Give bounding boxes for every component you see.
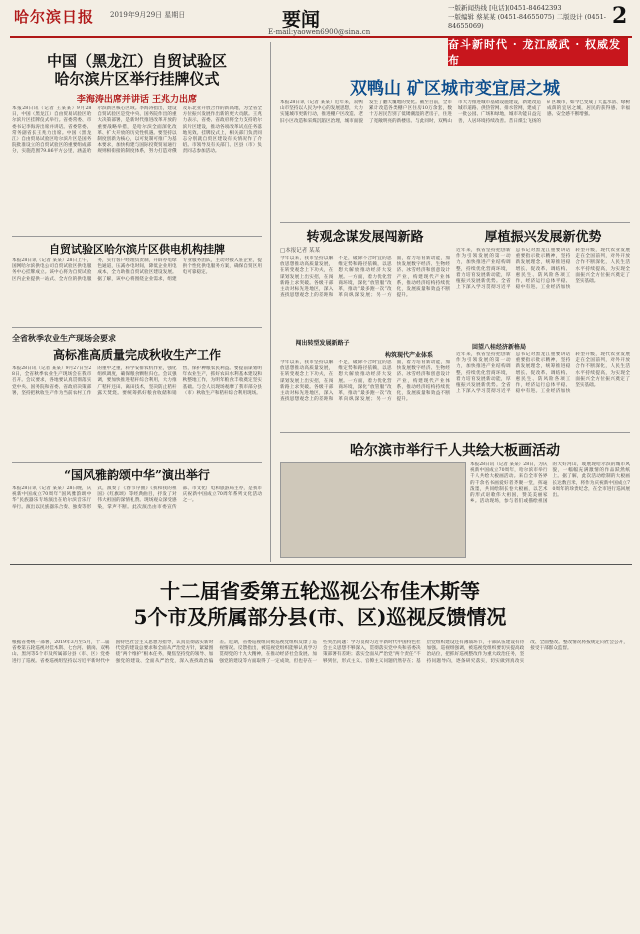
- section-email: E-mail:yaowen6900@sina.cn: [268, 28, 371, 36]
- article-6-subhead-2: 构筑现代产业体系: [384, 352, 433, 359]
- article-8-body: 本报28日讯（记者 某某）28日，为庆祝新中国成立70周年，哈尔滨市举行千人共绘大板画活动。来自全市各界的千余名书画爱好者齐聚一堂，挥毫泼墨，共同绘制长卷大板画，以艺术的形式讴歌伟大祖国，赞美美丽家乡。活动现场，参与者们或描绘祖国的大好河山，或展现哈尔滨的城市风貌，一幅幅充满激情的作品跃然纸上。据了解，此次活动绘制的大板画长达数百米，将作为庆祝新中国成立70周年的珍贵纪念，在全市进行巡回展出。: [470, 462, 630, 505]
- article-3-kicker: 全省秋季农业生产现场会要求: [12, 333, 116, 343]
- campaign-banner: 奋斗新时代 · 龙江威武 · 权威发布: [448, 38, 628, 66]
- contact-line-1: 一版新闻热线 [电话](0451-84642393: [448, 4, 562, 12]
- article-1-headline-line-2: 哈尔滨片区举行挂牌仪式: [54, 70, 220, 88]
- divider: [12, 327, 262, 328]
- divider: [280, 432, 630, 433]
- article-1-subtitle: 李海涛出席并讲话 王兆力出席: [76, 95, 198, 105]
- divider: [280, 222, 630, 223]
- article-6-body-cont: 今年以来，我市坚持以解放思想推动高质量发展，在转变观念上下功夫，在谋划发展上出实招，在闯新路上求突破。各级干部主动对标先进地区，深入查找思想观念上的差距和不足，破除不合时宜的思维定势和路径依赖，以思想大解放推动经济大发展。一方面，着力优化营商环境，深化“放管服”改革，推动“最多跑一次”改革向纵深发展；另一方面，着力培育新动能，加快发展数字经济、生物经济、冰雪经济和创意设计产业，构建现代产业体系，推动经济结构持续优化，发展质量和效益不断提升。: [280, 360, 450, 403]
- article-3-body: 本报28日讯（记者 某某）9月27日至28日，全省秋季农业生产现场会在我市召开。会议要求，各地要认真贯彻落实党中央、国务院和省委、省政府决策部署，坚持把秋收生产作为当前农村工作的重中之重，科学安排农机作业，强化组织调度，确保粮食颗粒归仓。会议强调，要加快推进秸秆综合利用，大力推广秸秆还田、离田技术，坚决防止秸秆露天焚烧。要统筹抓好粮食收储和销售，保护种粮农民利益。要提前谋划明年农业生产，抓好农田水利基本建设和秋整地工作，为明年粮食丰收奠定坚实基础。与会人员现场观摩了我市部分县（市）秋收生产和秸秆综合利用现场。: [12, 366, 262, 396]
- article-9-body: 根据省委统一部署，2019年3月至5月，十二届省委第五轮巡视对佳木斯、七台河、鹤岗、双鸭山、黑河等5个市及所属部分县（市、区）党委进行了巡视。省委巡视组坚持以习近平新时代中国特色社会主义思想为指导，认真贯彻落实新时代党的建设总要求和全面从严治党方针，紧紧围绕“两个维护”根本任务，聚焦坚持党的领导、加强党的建设、全面从严治党，深入查找政治偏差。近期，省委巡视组向被巡视党组织反馈了巡视情况。反馈指出，被巡视党组织能够认真学习贯彻党的十九大精神，在推动经济社会发展、加强党的建设等方面取得了一定成效，但也存在一些突出问题：学习贯彻习近平新时代中国特色社会主义思想不够深入，贯彻落实党中央和省委决策部署有差距；落实全面从严治党“两个责任”不够到位，形式主义、官僚主义问题仍然存在；基层党组织建设还有薄弱环节，干部队伍建设有待加强。巡视组强调，被巡视党组织要切实提高政治站位，把抓好巡视整改作为重大政治任务，坚持问题导向，逐条研究落实，切实做到真改实改、全面整改。整改情况将按规定向社会公开，接受干部群众监督。: [12, 640, 628, 664]
- article-9-headline-line-2: 5个市及所属部分县(市、区)巡视反馈情况: [133, 605, 507, 629]
- article-8-photo: [280, 462, 466, 558]
- divider: [10, 564, 632, 565]
- article-8-headline: 哈尔滨市举行千人共绘大板画活动: [350, 443, 560, 459]
- article-9-headline: [12, 578, 628, 630]
- article-2-body: 本报28日讯（记者 某某）28日上午，国网哈尔滨供电公司自贸试验区供电服务中心挂牌成立。该中心将为自贸试验区内企业提供一站式、全方位的供电服务，实行客户经理负责制，开辟办电绿色通道，压减办电时间，降低企业用电成本，全力助推自贸试验区建设发展。据了解，该中心将围绕企业需求，组建专业服务团队，主动对接入驻企业，提供个性化供电服务方案，确保自贸区用电可靠稳定。: [12, 258, 262, 282]
- article-1-headline: [12, 52, 262, 88]
- contact-line-2: 一版编辑 蔡某某 (0451-84655075) 二版设计 (0451-84655069): [448, 13, 606, 30]
- article-7-body: 近年来，我省坚持把创新作为引领发展的第一动力，加快推进产业结构调整，持续优化营商环境，着力培育发展新动能，厚植振兴发展新优势。全省上下深入学习贯彻习近平总书记对黑龙江重要讲话重要指示批示精神，坚持新发展理念，统筹推进稳增长、促改革、调结构、惠民生、防风险各项工作，经济运行总体平稳、稳中有进。工业经济加快转型升级，现代农业发展走在全国前列，对外开放合作不断深化，人民生活水平持续提高，为实现全面振兴全方位振兴奠定了坚实基础。: [456, 248, 630, 291]
- article-6-byline: □本报记者 某某: [280, 248, 320, 254]
- article-7-body-cont: 近年来，我省坚持把创新作为引领发展的第一动力，加快推进产业结构调整，持续优化营商环境，着力培育发展新动能，厚植振兴发展新优势。全省上下深入学习贯彻习近平总书记对黑龙江重要讲话重要指示批示精神，坚持新发展理念，统筹推进稳增长、促改革、调结构、惠民生、防风险各项工作，经济运行总体平稳、稳中有进。工业经济加快转型升级，现代农业发展走在全国前列，对外开放合作不断深化，人民生活水平持续提高，为实现全面振兴全方位振兴奠定了坚实基础。: [456, 352, 630, 395]
- issue-date: 2019年9月29日 星期日: [110, 11, 186, 19]
- article-7-headline: 厚植振兴发展新优势: [484, 230, 602, 245]
- article-5-headline: 双鸭山 矿区城市变宜居之城: [350, 79, 560, 99]
- article-4-headline: “国风雅韵颂中华”演出举行: [64, 468, 210, 482]
- article-6-headline: 转观念谋发展闯新路: [306, 230, 424, 245]
- article-6-subhead-1: 闯出转型发展新路子: [295, 340, 350, 347]
- newspaper-logo: 哈尔滨日报: [14, 8, 95, 26]
- article-3-headline: 高标准高质量完成秋收生产工作: [52, 348, 221, 362]
- article-5-body: 本报28日讯（记者 某某）近年来，双鸭山市坚持以人民为中心的发展思想，大力实施城市更新行动，推进棚户区改造、老旧小区改造和采煤沉陷区治理，城市面貌发生了翻天覆地的变化。截至目前，全市累计改造各类棚户区住房10万余套，数十万居民告别了低矮潮湿的老房子，住进了宽敞明亮的新楼房。与此同时，双鸭山市大力推进城市基础设施建设，新建改造城市道路、供热管网、排水管网，建成了一批公园、广场和绿地，城市功能日益完善，人居环境持续改善。昔日煤尘飞扬的矿区城市，如今已变成了天蓝水清、绿树成荫的宜居之城，居民的获得感、幸福感、安全感不断增强。: [280, 100, 630, 124]
- column-divider: [270, 42, 271, 562]
- article-7-subhead-1: 回望八桂经济新格局: [471, 344, 526, 351]
- article-1-body: 本报28日讯（记者 王某某）9月28日，中国（黑龙江）自由贸易试验区哈尔滨片区挂牌仪式举行。省委常委、市委书记李海涛出席并讲话。省委常委、常务副省长王兆力出席。中国（黑龙江）自由贸易试验区哈尔滨片区是国务院批准设立的自贸试验区的重要组成部分，实施范围79.86平方公里，涵盖哈尔滨新区核心区域。李海涛指出，建设自贸试验区是党中央、国务院作出的重大决策部署，是新时代推进改革开放的重要战略举措，是哈尔滨全面深化改革、扩大开放的历史性机遇。要坚持以制度创新为核心，以可复制可推广为基本要求，加快构建与国际投资贸易通行规则相衔接的制度体系，努力打造对俄及东北亚开放合作的新高地，为全省全方位振兴发展作出新的更大贡献。王兆力表示，省委、省政府将全力支持哈尔滨片区建设，推动各项改革试点任务落地见效。挂牌仪式上，相关部门负责同志分别就自贸区建设有关情况作了介绍。市领导及有关部门、区县（市）负责同志参加活动。: [12, 106, 262, 155]
- article-1-headline-line-1: 中国（黑龙江）自贸试验区: [46, 52, 227, 70]
- divider: [12, 236, 262, 237]
- article-9-headline-line-1: 十二届省委第五轮巡视公布佳木斯等: [160, 579, 480, 603]
- article-4-body: 本报28日讯（记者 某某）28日晚，庆祝新中国成立70周年“国风雅韵颂中华”民族器乐专场演出在哈尔滨音乐厅举行。演出以民族器乐合奏、独奏等形式，演奏了《春节序曲》《我和我的祖国》《红旗颂》等经典曲目，抒发了对伟大祖国的深情礼赞。现场观众深受感染，掌声不断。此次演出由市委宣传部、市文化广电和旅游局主办，是我市庆祝新中国成立70周年系列文化活动之一。: [12, 486, 262, 510]
- section-title: 要闻: [282, 9, 321, 31]
- divider: [12, 462, 262, 463]
- page-number: 2: [612, 3, 628, 29]
- article-2-headline: 自贸试验区哈尔滨片区供电机构挂牌: [49, 243, 225, 256]
- article-6-body: 今年以来，我市坚持以解放思想推动高质量发展，在转变观念上下功夫，在谋划发展上出实招，在闯新路上求突破。各级干部主动对标先进地区，深入查找思想观念上的差距和不足，破除不合时宜的思维定势和路径依赖，以思想大解放推动经济大发展。一方面，着力优化营商环境，深化“放管服”改革，推动“最多跑一次”改革向纵深发展；另一方面，着力培育新动能，加快发展数字经济、生物经济、冰雪经济和创意设计产业，构建现代产业体系，推动经济结构持续优化，发展质量和效益不断提升。: [280, 256, 450, 299]
